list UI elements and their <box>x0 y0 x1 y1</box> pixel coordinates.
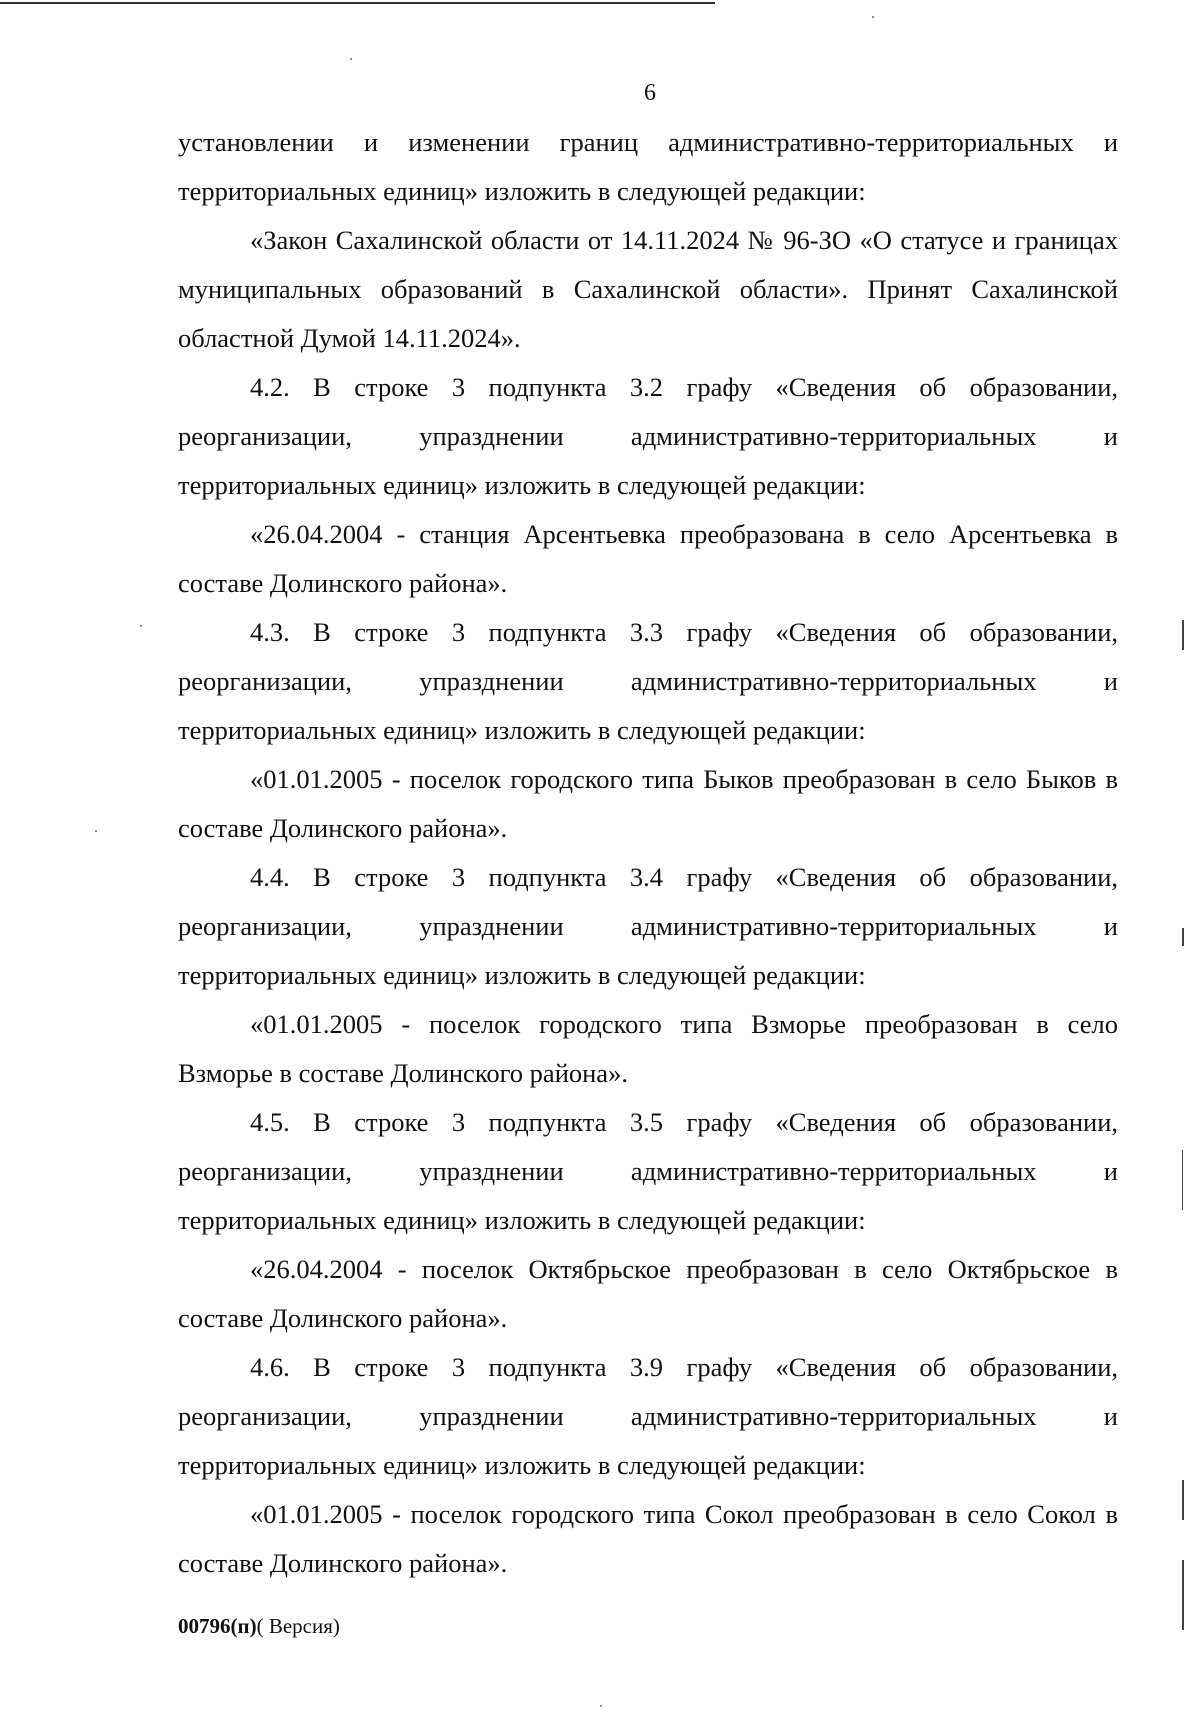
document-version: ( Версия) <box>256 1614 340 1638</box>
scan-artifact-mark <box>1182 1480 1184 1520</box>
scan-artifact-dot <box>140 625 142 627</box>
scan-artifact-line <box>0 2 715 4</box>
paragraph: 4.3. В строке 3 подпункта 3.3 графу «Сведения об образовании, реорганизации, упразднении административно-территориальных и территориальных единиц» изложить в следующей редакции: <box>178 617 1118 745</box>
paragraph: 4.6. В строке 3 подпункта 3.9 графу «Сведения об образовании, реорганизации, упразднении административно-территориальных и территориальных единиц» изложить в следующей редакции: <box>178 1352 1118 1480</box>
scan-artifact-mark <box>1182 1150 1183 1210</box>
document-body <box>178 118 1118 1588</box>
paragraph: «01.01.2005 - поселок городского типа Быков преобразован в село Быков в составе Долинского района». <box>178 764 1118 843</box>
scan-artifact-mark <box>1182 620 1184 650</box>
paragraph: «Закон Сахалинской области от 14.11.2024 № 96-ЗО «О статусе и границах муниципальных образований в Сахалинской области». Принят Сахалинской областной Думой 14.11.2024». <box>178 225 1118 353</box>
paragraph: территориальных единиц» изложить в следующей редакции: <box>178 176 866 206</box>
paragraph: 4.2. В строке 3 подпункта 3.2 графу «Сведения об образовании, реорганизации, упразднении административно-территориальных и территориальных единиц» изложить в следующей редакции: <box>178 372 1118 500</box>
paragraph: «01.01.2005 - поселок городского типа Сокол преобразован в село Сокол в составе Долинского района». <box>178 1499 1118 1578</box>
scan-artifact-dot <box>350 58 352 60</box>
paragraph: «26.04.2004 - станция Арсентьевка преобразована в село Арсентьевка в составе Долинского района». <box>178 519 1118 598</box>
scan-artifact-dot <box>95 830 97 832</box>
scan-artifact-dot <box>872 16 874 18</box>
paragraph: «01.01.2005 - поселок городского типа Взморье преобразован в село Взморье в составе Долинского района». <box>178 1009 1118 1088</box>
document-code: 00796(п) <box>178 1614 257 1638</box>
paragraph: 4.4. В строке 3 подпункта 3.4 графу «Сведения об образовании, реорганизации, упразднении административно-территориальных и территориальных единиц» изложить в следующей редакции: <box>178 862 1118 990</box>
scan-artifact-dot <box>600 1705 602 1707</box>
paragraph: установлении и изменении границ административно-территориальных и <box>178 127 1118 157</box>
scan-artifact-mark <box>1182 1560 1184 1630</box>
scan-artifact-mark <box>1182 928 1184 946</box>
paragraph: «26.04.2004 - поселок Октябрьское преобразован в село Октябрьское в составе Долинского района». <box>178 1254 1118 1333</box>
document-footer <box>178 1614 340 1639</box>
page-number: 6 <box>644 80 656 106</box>
paragraph: 4.5. В строке 3 подпункта 3.5 графу «Сведения об образовании, реорганизации, упразднении административно-территориальных и территориальных единиц» изложить в следующей редакции: <box>178 1107 1118 1235</box>
